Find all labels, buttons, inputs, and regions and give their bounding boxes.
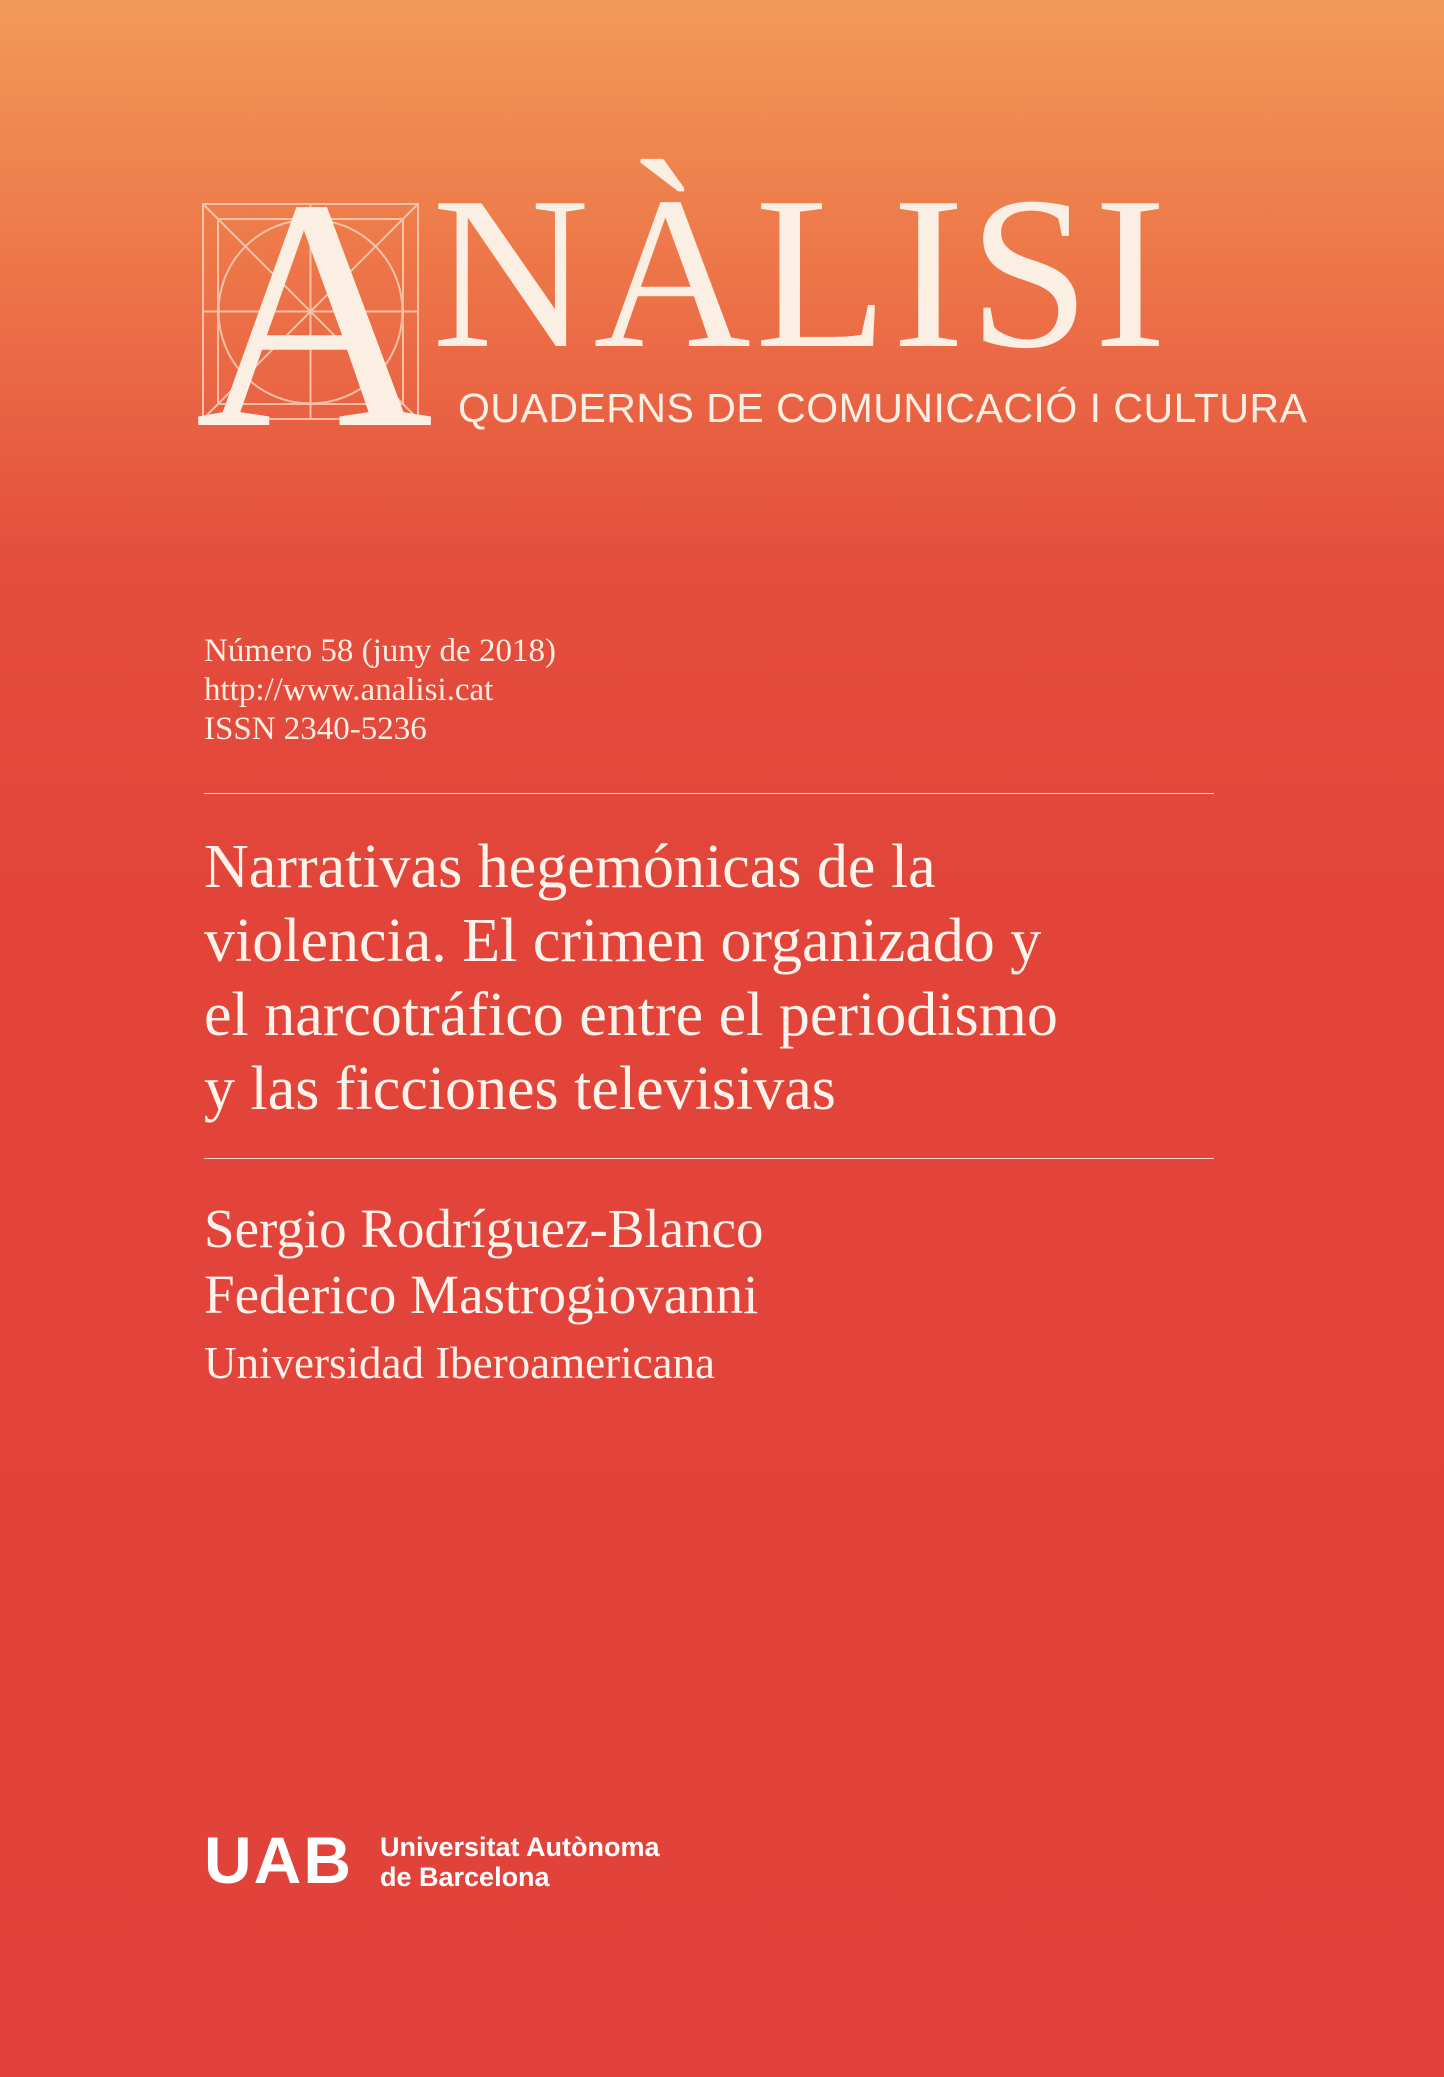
- article-title-line: el narcotráfico entre el periodismo: [204, 981, 1058, 1049]
- uab-logo-mark: UAB: [204, 1823, 353, 1897]
- issue-info: [204, 632, 556, 749]
- article-title-line: Narrativas hegemónicas de la: [204, 833, 936, 901]
- masthead-title: NÀLISI: [432, 153, 1171, 394]
- masthead-subtitle: QUADERNS DE COMUNICACIÓ I CULTURA: [458, 385, 1308, 431]
- author-affiliation: Universidad Iberoamericana: [204, 1338, 715, 1388]
- publisher-name-line: Universitat Autònoma: [380, 1832, 660, 1862]
- issue-number: Número 58 (juny de 2018): [204, 633, 556, 669]
- divider-bottom: [204, 1158, 1214, 1159]
- journal-url[interactable]: http://www.analisi.cat: [204, 672, 494, 708]
- masthead-initial: A: [195, 132, 434, 497]
- article-title-line: y las ficciones televisivas: [204, 1055, 836, 1123]
- journal-masthead: [0, 0, 1444, 497]
- author-name: Federico Mastrogiovanni: [204, 1264, 759, 1325]
- issn: ISSN 2340-5236: [204, 711, 427, 747]
- publisher-name: [380, 1832, 660, 1892]
- publisher-name-line: de Barcelona: [380, 1862, 550, 1892]
- article-title: [204, 830, 1224, 1126]
- author-name: Sergio Rodríguez-Blanco: [204, 1198, 764, 1259]
- author-list: [204, 1196, 764, 1328]
- divider-top: [204, 793, 1214, 794]
- article-title-line: violencia. El crimen organizado y: [204, 907, 1042, 975]
